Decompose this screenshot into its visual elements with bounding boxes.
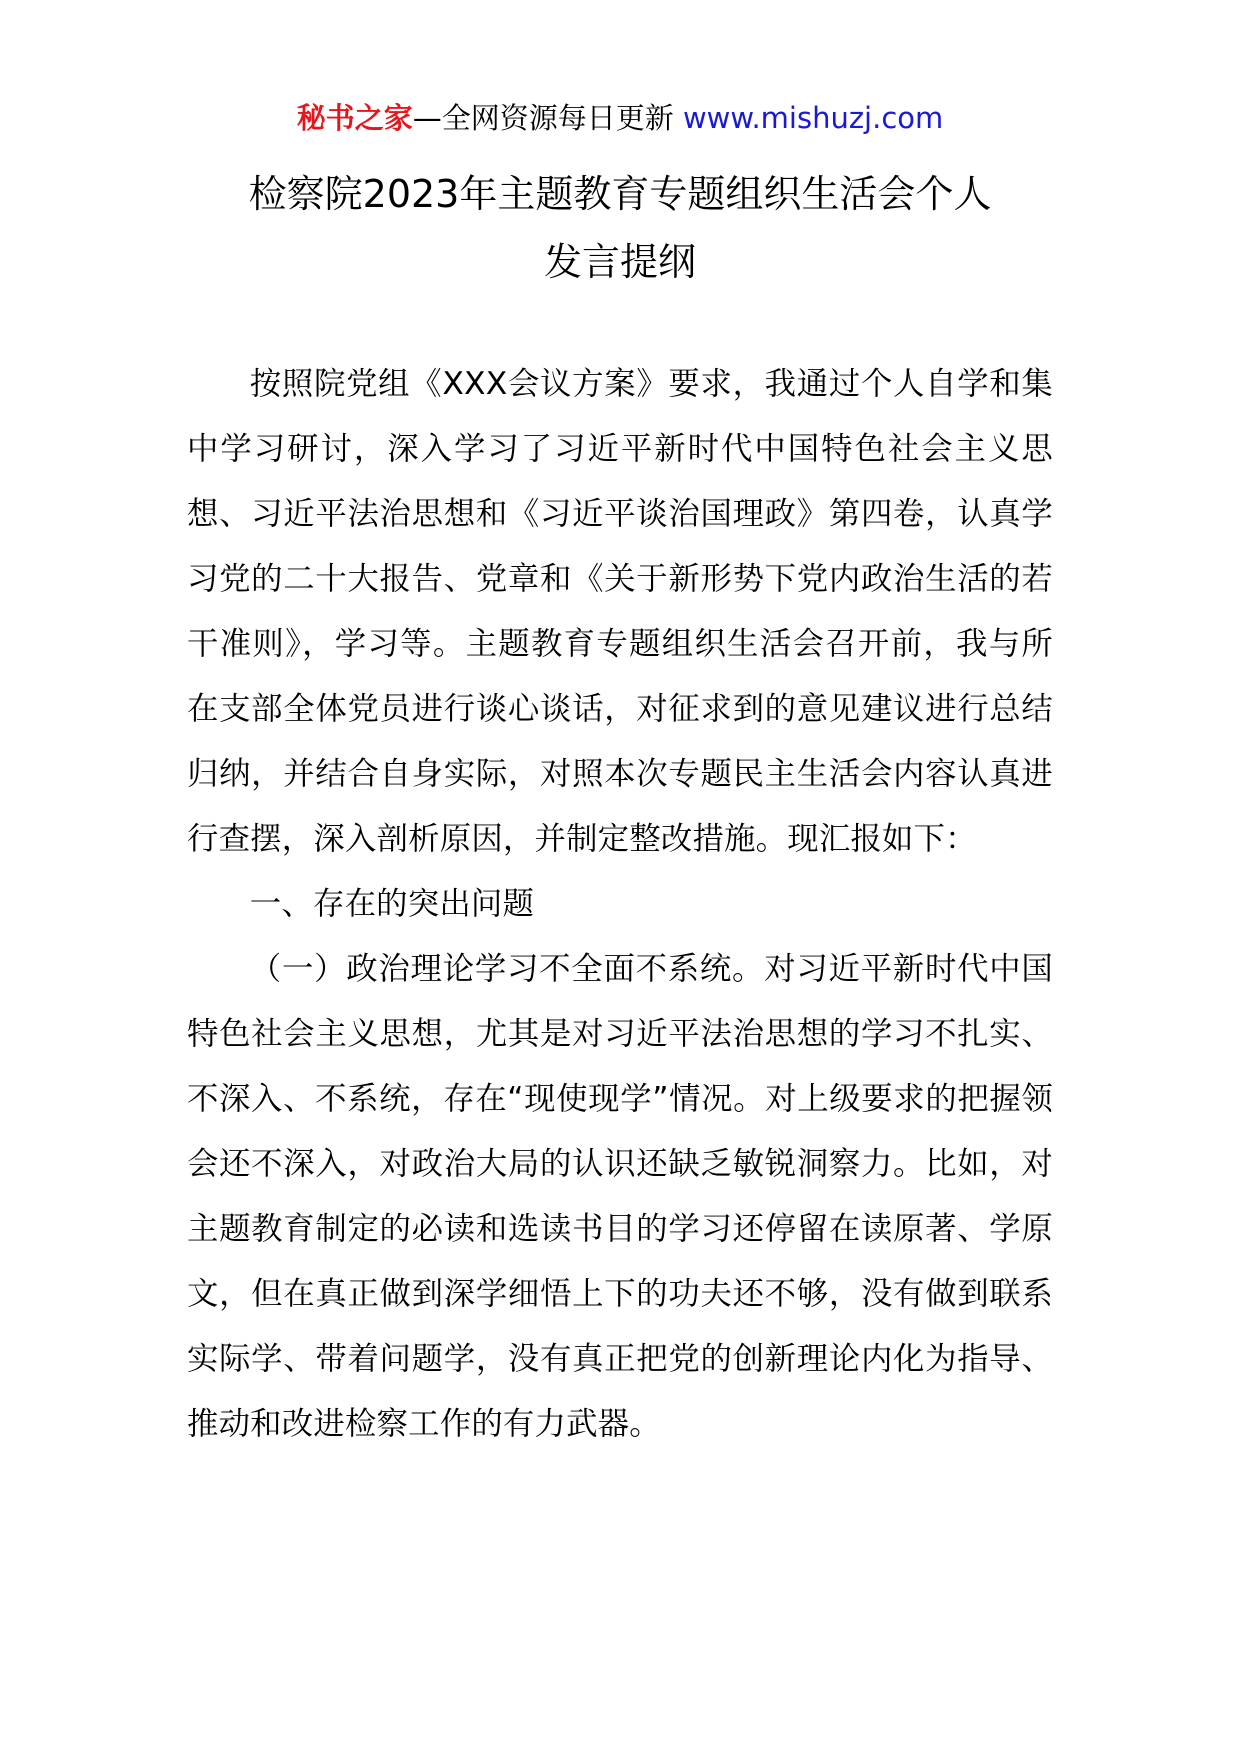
section-heading: 一、存在的突出问题 [249,886,535,922]
document-title-line-1: 检察院2023年主题教育专题组织生活会个人 [248,172,992,216]
document-body [187,352,1053,1457]
document-title-line-2: 发言提纲 [543,240,696,284]
site-header [0,98,1240,138]
brand-name: 秘书之家 [296,101,413,135]
document-title [150,160,1090,296]
header-slogan: —全网资源每日更新 [412,101,674,135]
header-url-link[interactable]: www.mishuzj.com [682,101,944,135]
intro-paragraph: 按照院党组《XXX会议方案》要求，我通过个人自学和集中学习研讨，深入学习了习近平新时代中国特色社会主义思想、习近平法治思想和《习近平谈治国理政》第四卷，认真学习党的二十大报告、党章和《关于新形势下党内政治生活的若干准则》，学习等。主题教育专题组织生活会召开前，我与所在支部全体党员进行谈心谈话，对征求到的意见建议进行总结归纳，并结合自身实际，对照本次专题民主生活会内容认真进行查摆，深入剖析原因，并制定整改措施。现汇报如下： [187,366,1053,857]
item-1-paragraph: （一）政治理论学习不全面不系统。对习近平新时代中国特色社会主义思想，尤其是对习近平法治思想的学习不扎实、不深入、不系统，存在“现使现学”情况。对上级要求的把握领会还不深入，对政治大局的认识还缺乏敏锐洞察力。比如，对主题教育制定的必读和选读书目的学习还停留在读原著、学原文，但在真正做到深学细悟上下的功夫还不够，没有做到联系实际学、带着问题学，没有真正把党的创新理论内化为指导、推动和改进检察工作的有力武器。 [187,951,1053,1442]
